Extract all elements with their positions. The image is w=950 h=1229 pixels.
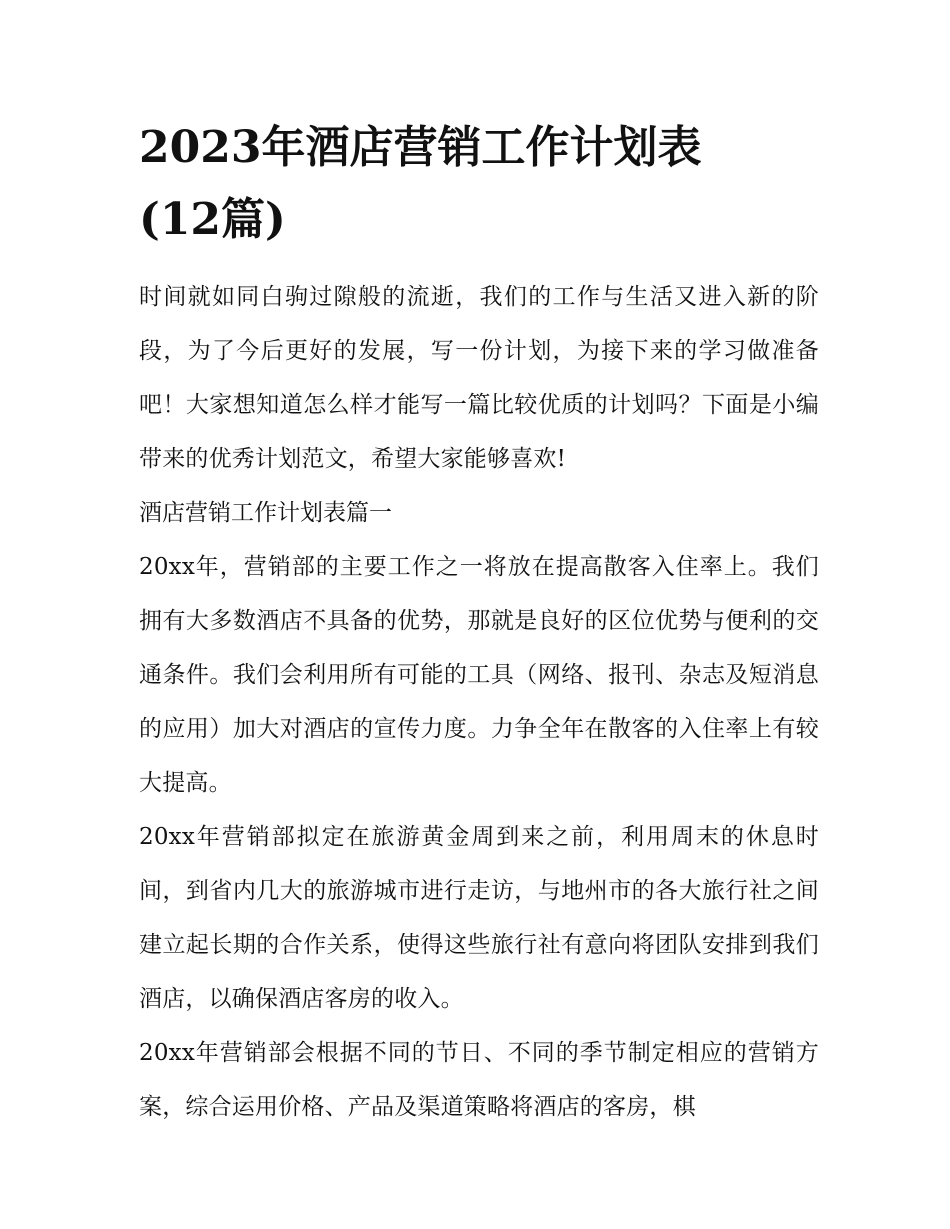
body-paragraph: 20xx年，营销部的主要工作之一将放在提高散客入住率上。我们拥有大多数酒店不具备的优势，那就是良好的区位优势与便利的交通条件。我们会利用所有可能的工具（网络、报刊、杂志及短消息的应用）加大对酒店的宣传力度。力争全年在散客的入住率上有较大提高。 <box>139 554 819 796</box>
intro-paragraph: 时间就如同白驹过隙般的流逝，我们的工作与生活又进入新的阶段，为了今后更好的发展，写一份计划，为接下来的学习做准备吧！大家想知道怎么样才能写一篇比较优质的计划吗？下面是小编带来的优秀计划范文，希望大家能够喜欢! <box>139 284 819 472</box>
body-paragraph: 20xx年营销部拟定在旅游黄金周到来之前，利用周末的休息时间，到省内几大的旅游城市进行走访，与地州市的各大旅行社之间建立起长期的合作关系，使得这些旅行社有意向将团队安排到我们酒店，以确保酒店客房的收入。 <box>139 824 819 1012</box>
title-line-2: (12篇) <box>139 194 286 245</box>
section-heading: 酒店营销工作计划表篇一 <box>139 500 392 526</box>
body-paragraph: 20xx年营销部会根据不同的节日、不同的季节制定相应的营销方案，综合运用价格、产品及渠道策略将酒店的客房，棋 <box>139 1040 819 1120</box>
document-title <box>139 112 819 256</box>
title-line-1: 2023年酒店营销工作计划表 <box>139 122 702 173</box>
document-body <box>139 112 819 1134</box>
